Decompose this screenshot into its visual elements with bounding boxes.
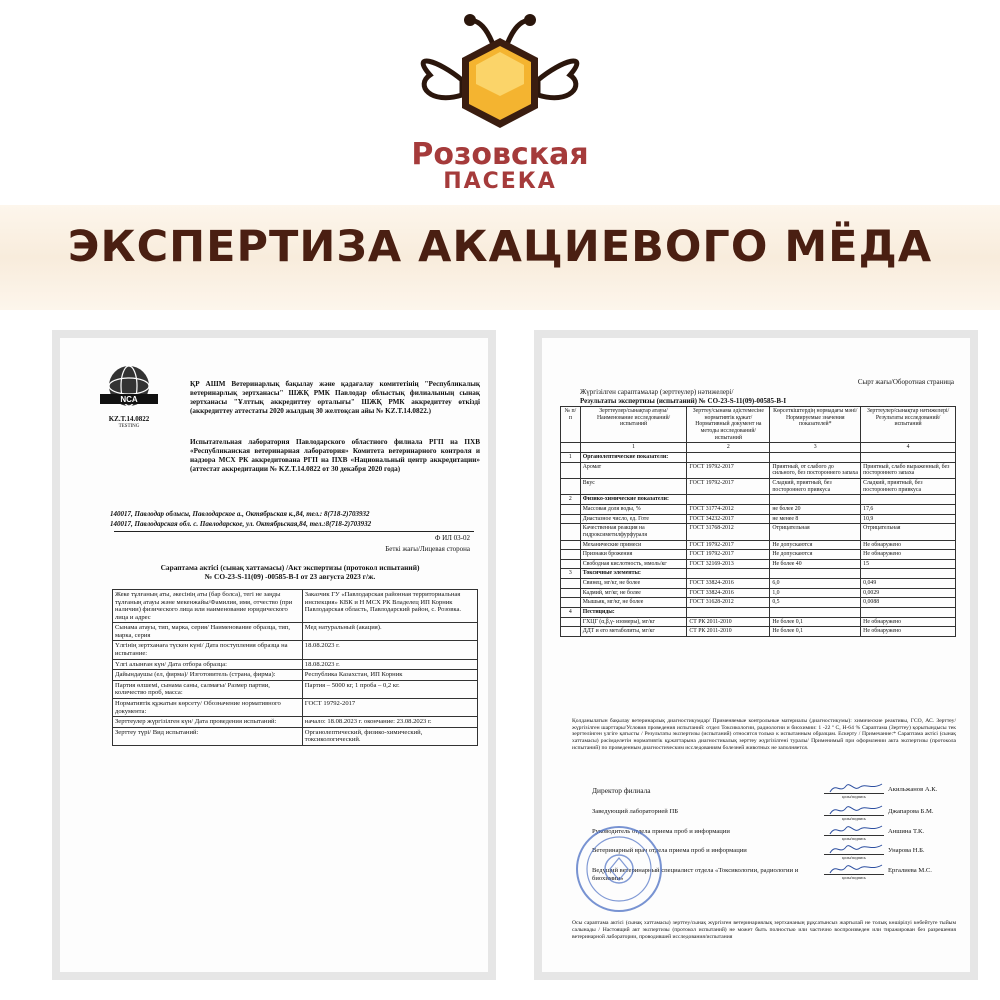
result-value: 15 [861,559,956,569]
act-title [110,563,470,582]
result-value: Сладкий, приятный, без постороннего привкуса [861,478,956,494]
header-ru: Испытательная лаборатория Павлодарского областного филиала РГП на ПХВ «Республиканская ветеринарная лаборатория» Комитета ветеринарного контроля и надзора МСХ РК аккредитована РГП на ПХВ «Национальный центр аккредитации» (аттестат аккредитации № KZ.T.14.0822 от 30 декабря 2020 года) [190,438,480,473]
result-name: Качественная реакция на гидроксиметилфурфураля [580,524,687,540]
empty-cell [861,495,956,505]
section-number: 3 [561,569,581,579]
empty-cell [770,495,861,505]
result-norm: Не более 0,1 [770,617,861,627]
row-value: Республика Казахстан, ИП Корник [302,670,477,681]
handwritten-signature [828,822,884,838]
result-norm: 1,0 [770,588,861,598]
result-method: ГОСТ 33824-2016 [687,588,770,598]
empty-cell [561,540,581,550]
row-value: 18.08.2023 г. [302,659,477,670]
row-value: ГОСТ 19792-2017 [302,698,477,716]
column-number-blank [561,443,581,453]
result-method: ГОСТ 19792-2017 [687,462,770,478]
table-row [561,550,956,560]
result-name: ГХЦГ (α,β,γ- изомеры), мг/кг [580,617,687,627]
result-name: Мышьяк, мг/кг, не более [580,598,687,608]
result-value: 10,9 [861,514,956,524]
table-row [561,588,956,598]
result-norm: Не допускаются [770,550,861,560]
result-value: Отрицательная [861,524,956,540]
sample-info-table [112,589,478,746]
result-method: ГОСТ 31628-2012 [687,598,770,608]
empty-cell [561,627,581,637]
section-title: Токсичные элементы: [580,569,687,579]
empty-cell [861,452,956,462]
address-kz: 140017, Павлодар облысы, Павлодарское а., Октябрьская к.,84, тел.: 8(718-2)703932 [110,510,370,518]
result-value: Не обнаружено [861,627,956,637]
table-row [113,698,478,716]
table-row [113,717,478,728]
empty-cell [687,608,770,618]
signatory-name: Акильжанов А.К. [888,786,938,793]
handwritten-signature [828,861,884,877]
signatory-role: Ветеринарный врач отдела приема проб и информации [592,847,747,854]
result-method: ГОСТ 31768-2012 [687,524,770,540]
column-number: 1 [580,443,687,453]
empty-cell [561,478,581,494]
result-method: СТ РК 2011-2010 [687,627,770,637]
footer-note: Осы сараптама актісі (сынақ хаттамасы) зерттеу/сынақ жүргізген ветеринариялық зертхананың рұқсатынсыз жартылай не толық көшірілуі көбейтуге тыйым салынады / Настоящий акт экспертизы (протокол испытаний) не может быть полностью или частично воспроизведен или тиражирован без разрешения ветеринарной лаборатории, проводившей исследования/испытания [572,920,956,940]
signature-caption: қолы/подпись [842,794,866,799]
act-title-line2: № СО-23-S-11(09) -00585-В-I от 23 августа 2023 г/ж. [204,572,376,582]
result-value: 0,049 [861,579,956,589]
signature-caption: қолы/подпись [842,875,866,880]
form-code: Ф ИЛ 03-02 [434,534,470,542]
result-value: 0,0088 [861,598,956,608]
result-method: ГОСТ 19792-2017 [687,478,770,494]
column-number: 2 [687,443,770,453]
side-label: Беткі жағы/Лицевая сторона [385,545,470,553]
result-norm: Не более 40 [770,559,861,569]
result-norm: Отрицательная [770,524,861,540]
section-number: 2 [561,495,581,505]
section-title: Органолептические показатели: [580,452,687,462]
table-row [113,659,478,670]
column-number: 4 [861,443,956,453]
table-row [561,524,956,540]
column-header: № п/п [561,407,581,443]
row-value: Заказчик ГУ «Павлодарская районная территориальная инспекция» КВК и Н МСХ РК Владелец ИП Корник Павлодарская область, Павлодарский район, с. Розовка. [302,590,477,623]
address-ru: 140017, Павлодарская обл. с. Павлодарское, ул. Октябрьская,84, тел.:8(718-2)703932 [110,520,372,528]
result-name: Диастазное число, ед. Готе [580,514,687,524]
empty-cell [561,559,581,569]
row-label: Нормативтік құжатын көрсету/ Обозначение нормативного документа: [113,698,303,716]
row-label: Үлгінің зертханаға түскен күні/ Дата поступления образца на испытание: [113,641,303,659]
column-number-row [561,443,956,453]
badge-sub: TESTING [118,423,140,429]
table-row [561,559,956,569]
signatory-name: Ергалиева М.С. [888,867,932,874]
row-label: Дайындаушы (ел, фирма)/ Изготовитель (страна, фирма): [113,670,303,681]
results-title-line2: Результаты экспертизы (испытаний) № СО-23-S-11(09)-00585-В-I [580,396,787,405]
header-kz: ҚР АШМ Ветеринарлық бақылау және қадағалау комитетінің "Республикалық ветеринарлық зертханасы" ШЖҚ РМК Павлодар облыстық филиалының сынақ зертханасы "Ұлттық аккредиттеу орталығы" ШЖҚ РМК аккредиттеу өткізді (аккредиттеу аттестаты 2020 жылдың 30 желтоқсан айы № KZ.T.14.0822.) [190,380,480,415]
signatory-role: Ведущий ветеринарный специалист отдела «Токсикологии, радиологии и биохимии» [592,867,799,883]
empty-cell [770,452,861,462]
table-row [113,641,478,659]
accreditation-badge [98,364,160,430]
header-row [561,407,956,443]
empty-cell [687,495,770,505]
row-value: 18.08.2023 г. [302,641,477,659]
table-row [113,590,478,623]
result-method: СТ РК 2011-2010 [687,617,770,627]
result-method: ГОСТ 34232-2017 [687,514,770,524]
row-label: Зерттеу түрі/ Вид испытаний: [113,727,303,745]
empty-cell [770,569,861,579]
result-name: Свинец, мг/кг, не более [580,579,687,589]
notes: Қолданылатын бақылау ветеринарлық диагностикумдар/ Применяемые контрольные материалы (диагностикумы): химические реактивы, ГСО, АС. Зерттеу/жүргізілген шарттары/Условия проведения испытаний: отдел Токсикологии, радиологии и биохимии: 1 -22 º С, Н-64 % Сараптама (Зерттеу) қорытындысы тек зерттелінген үлгіге қатысты / Результаты экспертизы (испытаний) относятся только к испытанным образцам. Ескерту / Примечание:* Сараптама актісі (сынақ хаттамасы) рәсімделетін нормативтік құжаттарына диагностикалық зерттеу жүргізілгені туралы/ Применимый при оформлении акта экспертизы (протокола испытаний) по проведенным диагностическим исследованиям болезней животных не заполняется. [572,718,956,751]
section-title: Физико-химические показатели: [580,495,687,505]
table-row [561,462,956,478]
table-row [561,617,956,627]
empty-cell [561,588,581,598]
result-norm: Не допускаются [770,540,861,550]
result-value: Не обнаружено [861,617,956,627]
back-side-label: Сырт жағы/Оборотная страница [857,378,954,386]
row-label: Сынама атауы, тип, марка, серия/ Наименование образца, тип, марка, серия [113,623,303,641]
brand-name [0,137,1000,194]
row-value: Партия – 5000 кг, 1 проба – 0,2 кг. [302,680,477,698]
brand-logo [0,0,1000,205]
row-value: Органолептический, физико-химический, токсикологический. [302,727,477,745]
empty-cell [561,598,581,608]
handwritten-signature [828,780,884,796]
empty-cell [687,569,770,579]
row-label: Жеке тұлғаның аты, әкесінің аты (бар болса), тегі не заңды тұлғаның атауы және мекенжайы/Фамилия, имя, отчество (при наличии) физического лица или наименование юридического лица и адрес [113,590,303,623]
table-row [113,727,478,745]
empty-cell [861,608,956,618]
table-row [113,623,478,641]
row-label: Партия өлшемі, сынама саны, салмағы/ Размер партии, количество проб, масса: [113,680,303,698]
section-number: 1 [561,452,581,462]
result-value: Не обнаружено [861,540,956,550]
table-row [561,504,956,514]
result-norm: Сладкий, приятный, без постороннего привкуса [770,478,861,494]
signatory-name: Джапарова Б.М. [888,808,934,815]
page-title: ЭКСПЕРТИЗА АКАЦИЕВОГО МЁДА [67,222,933,272]
section-row [561,608,956,618]
empty-cell [561,514,581,524]
section-row [561,452,956,462]
column-header: Зерттеу/сынама әдістемесіне нормативтік құжат/ Нормативный документ на методы исследований/ испытаний [687,407,770,443]
svg-text:NCA: NCA [120,395,138,404]
table-row [113,670,478,681]
empty-cell [770,608,861,618]
row-value: начало: 18.08.2023 г. окончание: 23.08.2023 г. [302,717,477,728]
signatory-name: Унарова Н.Б. [888,847,925,854]
result-method: ГОСТ 31774-2012 [687,504,770,514]
table-row [561,627,956,637]
result-name: Свободная кислотность, ммоль/кг [580,559,687,569]
act-title-line1: Сараптама актісі (сынақ хаттамасы) /Акт экспертизы (протокол испытаний) [160,563,420,572]
column-header: Зерттеулер/сынақтар атауы/ Наименование исследований/ испытаний [580,407,687,443]
signatory-role: Руководитель отдела приема проб и информации [592,828,730,835]
table-row [561,579,956,589]
signature-caption: қолы/подпись [842,816,866,821]
result-name: Массовая доля воды, % [580,504,687,514]
result-name: ДДТ и его метаболиты, мг/кг [580,627,687,637]
result-norm: Не более 0,1 [770,627,861,637]
result-method: ГОСТ 33824-2016 [687,579,770,589]
table-row [561,514,956,524]
document-page-front [52,330,496,980]
brand-line2: ПАСЕКА [443,169,557,194]
table-row [561,478,956,494]
section-row [561,495,956,505]
column-header: Зерттеулер/сынақтар нәтижелері/ Результаты исследований/ испытаний [861,407,956,443]
section-row [561,569,956,579]
column-header: Көрсеткіштердің нормадағы мәні/ Нормируемые значения показателей* [770,407,861,443]
empty-cell [861,569,956,579]
row-label: Зерттеулер жүргізілген күн/ Дата проведения испытаний: [113,717,303,728]
result-method: ГОСТ 19792-2017 [687,540,770,550]
result-norm: 6,0 [770,579,861,589]
result-value: 0,0029 [861,588,956,598]
result-norm: не более 20 [770,504,861,514]
globe-icon [98,364,160,412]
handwritten-signature [828,841,884,857]
section-title: Пестициды: [580,608,687,618]
result-name: Вкус [580,478,687,494]
empty-cell [561,617,581,627]
empty-cell [561,462,581,478]
result-method: ГОСТ 19792-2017 [687,550,770,560]
results-title [580,388,940,406]
row-value: Мед натуральный (акация). [302,623,477,641]
signatory-name: Аншина Т.К. [888,828,925,835]
result-method: ГОСТ 32169-2013 [687,559,770,569]
section-number: 4 [561,608,581,618]
results-title-line1: Жүргізілген сараптамалар (зерттеулер) нәтижелері/ [580,388,734,396]
document-page-back [534,330,978,980]
result-name: Аромат [580,462,687,478]
table-row [561,540,956,550]
results-table [560,406,956,637]
result-value: Не обнаружено [861,550,956,560]
empty-cell [561,504,581,514]
table-row [113,680,478,698]
header-divider [114,531,474,532]
signature-caption: қолы/подпись [842,855,866,860]
result-name: Признаки брожения [580,550,687,560]
empty-cell [561,524,581,540]
signatory-role: Директор филиала [592,786,651,795]
signature-caption: қолы/подпись [842,836,866,841]
result-norm: Приятный, от слабого до сильного, без постороннего запаха [770,462,861,478]
empty-cell [561,579,581,589]
result-value: Приятный, слабо выраженный, без постороннего запаха [861,462,956,478]
badge-code: KZ.T.14.0822 [108,414,150,423]
result-norm: 0,5 [770,598,861,608]
table-row [561,598,956,608]
result-norm: не менее 8 [770,514,861,524]
handwritten-signature [828,802,884,818]
result-name: Механические примеси [580,540,687,550]
empty-cell [687,452,770,462]
result-name: Кадмий, мг/кг, не более [580,588,687,598]
official-seal-icon [574,824,664,914]
result-value: 17,6 [861,504,956,514]
row-label: Үлгі алынған күн/ Дата отбора образца: [113,659,303,670]
column-number: 3 [770,443,861,453]
brand-line1: Розовская [411,137,589,172]
empty-cell [561,550,581,560]
signatory-role: Заведующий лабораторией ПБ [592,808,678,815]
